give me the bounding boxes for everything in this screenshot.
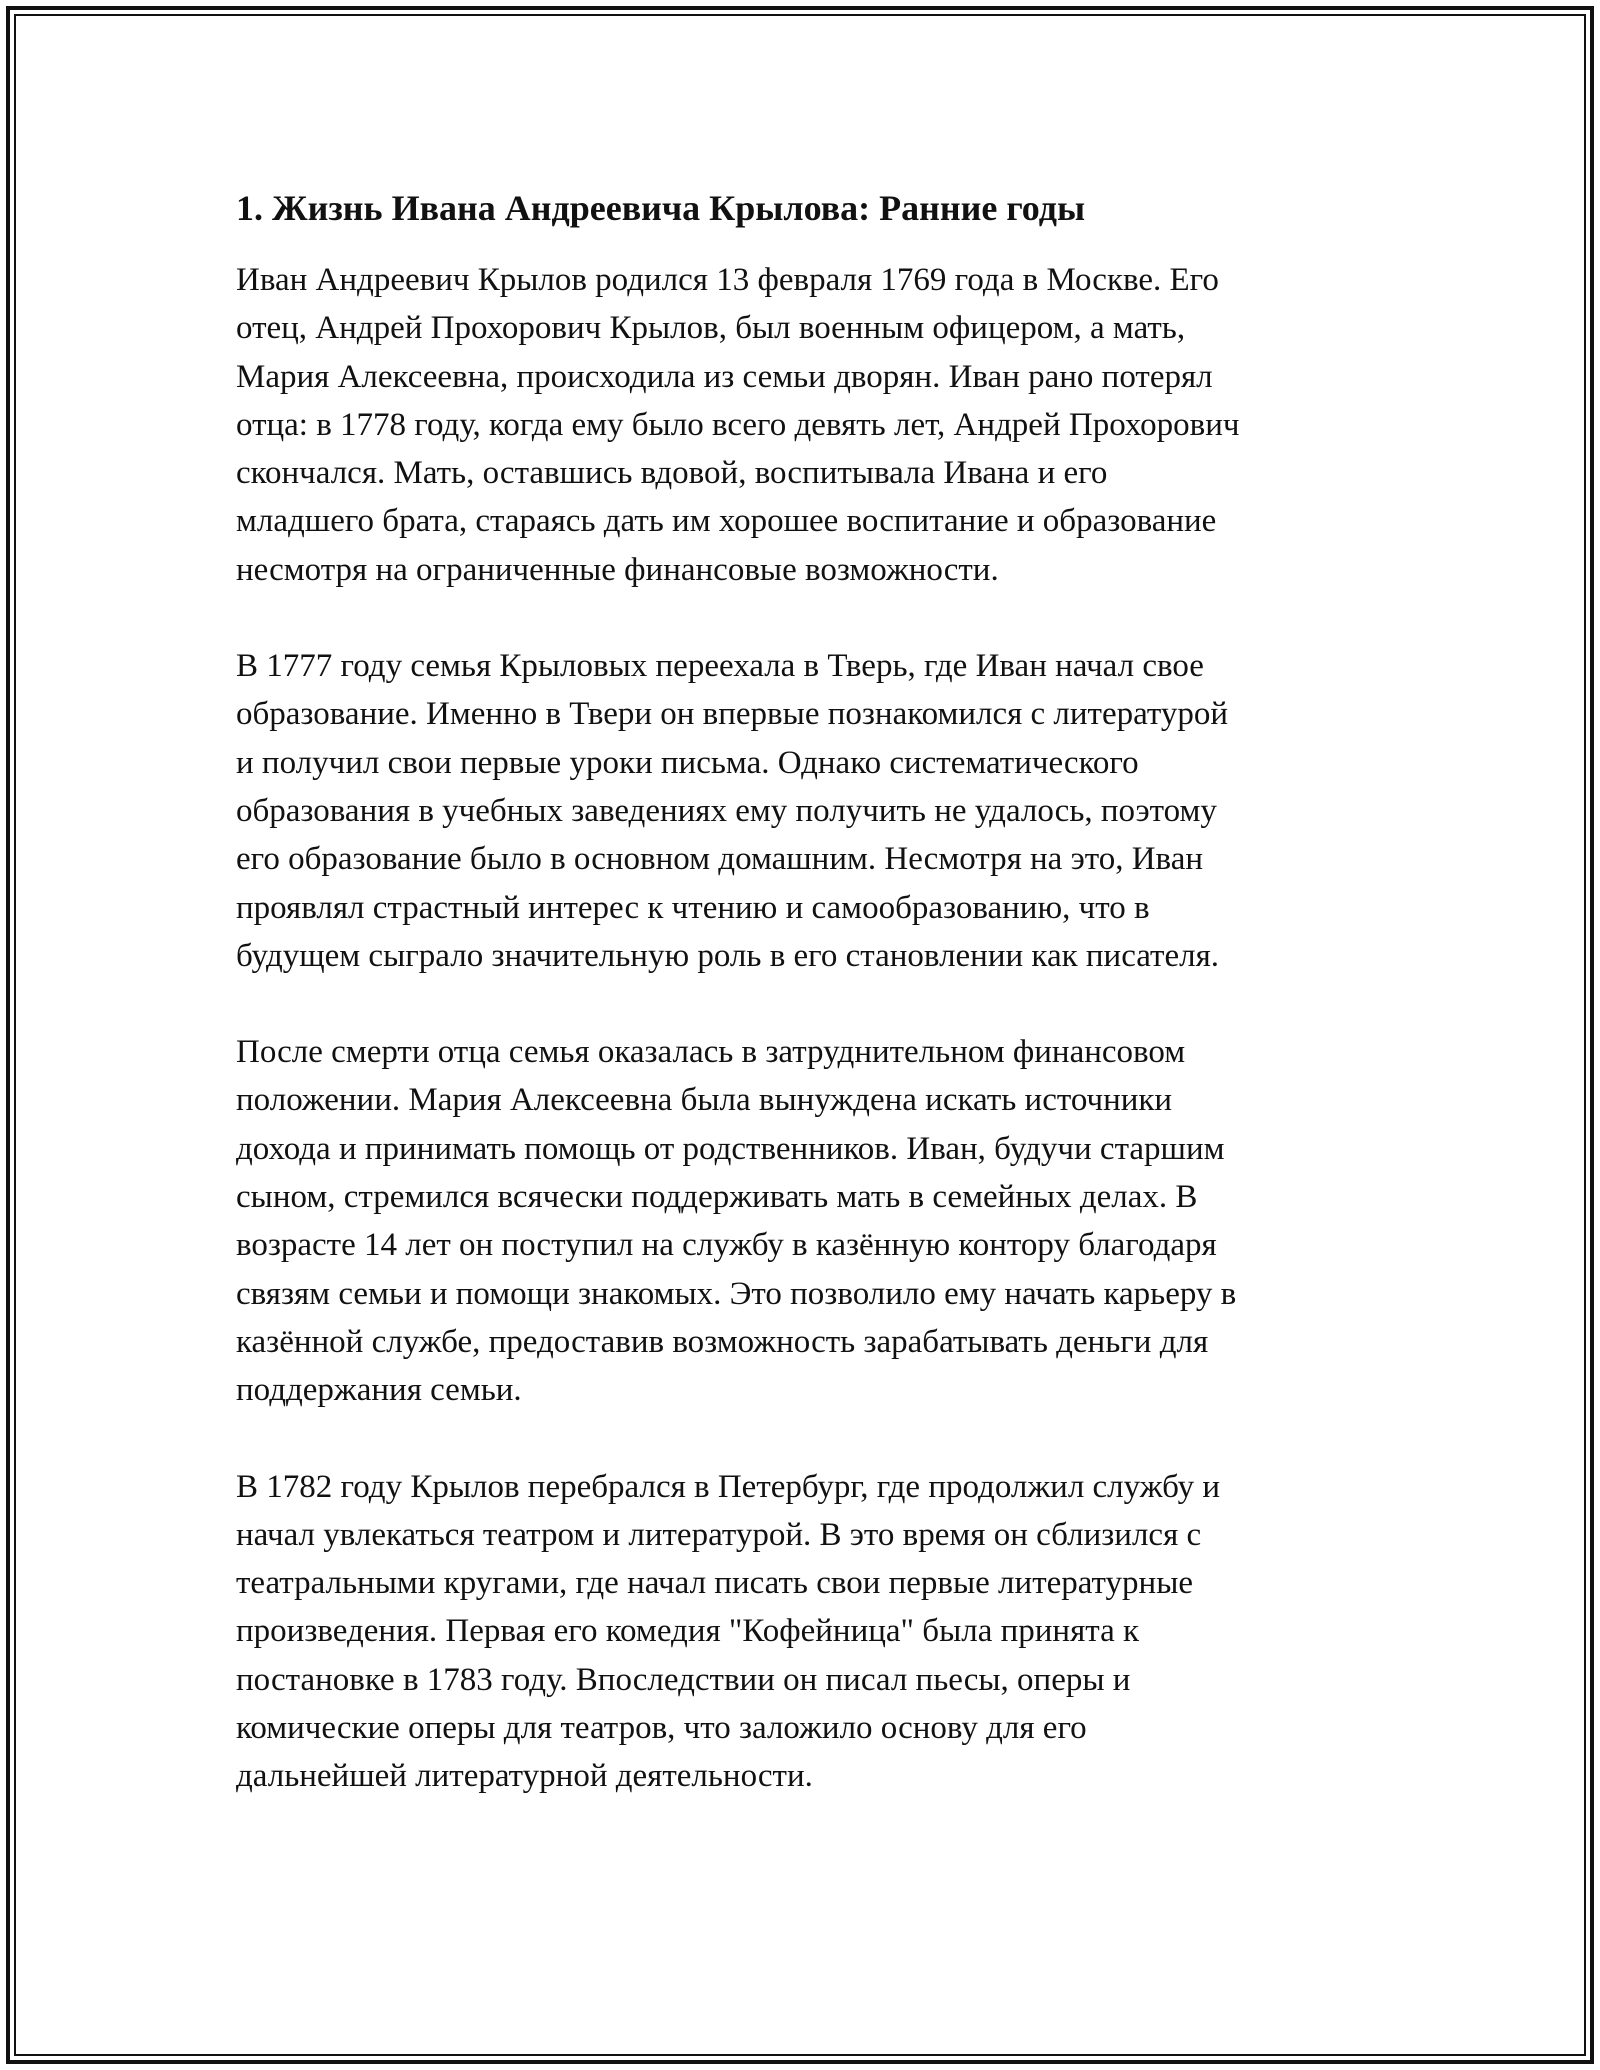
text-line: дохода и принимать помощь от родственников. Иван, будучи старшим xyxy=(236,1130,1225,1167)
text-line: сыном, стремился всячески поддерживать мать в семейных делах. В xyxy=(236,1179,1198,1216)
text-line: несмотря на ограниченные финансовые возможности. xyxy=(236,551,999,588)
text-line: начал увлекаться театром и литературой. В это время он сблизился с xyxy=(236,1516,1202,1553)
text-line: поддержания семьи. xyxy=(236,1372,522,1409)
text-line: возрасте 14 лет он поступил на службу в казённую контору благодаря xyxy=(236,1227,1217,1264)
section-heading: 1. Жизнь Ивана Андреевича Крылова: Ранние годы xyxy=(236,188,1086,228)
text-line: театральными кругами, где начал писать свои первые литературные xyxy=(236,1565,1194,1602)
text-line: будущем сыграло значительную роль в его становлении как писателя. xyxy=(236,937,1220,974)
text-line: и получил свои первые уроки письма. Однако систематического xyxy=(236,744,1139,781)
text-line: В 1777 году семья Крыловых переехала в Тверь, где Иван начал свое xyxy=(236,648,1204,685)
text-line: Мария Алексеевна, происходила из семьи дворян. Иван рано потерял xyxy=(236,358,1213,395)
paragraph-tver-education xyxy=(236,642,1376,980)
text-line: В 1782 году Крылов перебрался в Петербург, где продолжил службу и xyxy=(236,1468,1221,1505)
text-line: образование. Именно в Твери он впервые познакомился с литературой xyxy=(236,696,1229,733)
text-line: младшего брата, стараясь дать им хорошее воспитание и образование xyxy=(236,503,1217,540)
text-line: дальнейшей литературной деятельности. xyxy=(236,1758,813,1795)
text-line: связям семьи и помощи знакомых. Это позволило ему начать карьеру в xyxy=(236,1275,1237,1312)
text-line: его образование было в основном домашним. Несмотря на это, Иван xyxy=(236,841,1204,878)
text-line: образования в учебных заведениях ему получить не удалось, поэтому xyxy=(236,792,1217,829)
paragraph-early-life xyxy=(236,256,1376,594)
text-line: отец, Андрей Прохорович Крылов, был военным офицером, а мать, xyxy=(236,310,1186,347)
text-line: Иван Андреевич Крылов родился 13 февраля 1769 года в Москве. Его xyxy=(236,262,1219,298)
text-line: После смерти отца семья оказалась в затруднительном финансовом xyxy=(236,1034,1186,1071)
text-line: постановке в 1783 году. Впоследствии он писал пьесы, оперы и xyxy=(236,1661,1131,1698)
document-body xyxy=(236,184,1376,1849)
text-line: скончался. Мать, оставшись вдовой, воспитывала Ивана и его xyxy=(236,455,1108,492)
text-line: отца: в 1778 году, когда ему было всего девять лет, Андрей Прохорович xyxy=(236,406,1240,443)
text-line: произведения. Первая его комедия "Кофейница" была принята к xyxy=(236,1613,1140,1650)
paragraph-family-finances xyxy=(236,1028,1376,1414)
text-line: казённой службе, предоставив возможность зарабатывать деньги для xyxy=(236,1323,1209,1360)
text-line: проявлял страстный интерес к чтению и самообразованию, что в xyxy=(236,889,1150,926)
paragraph-petersburg xyxy=(236,1463,1376,1801)
text-line: положении. Мария Алексеевна была вынуждена искать источники xyxy=(236,1082,1173,1119)
text-line: комические оперы для театров, что заложило основу для его xyxy=(236,1710,1087,1747)
